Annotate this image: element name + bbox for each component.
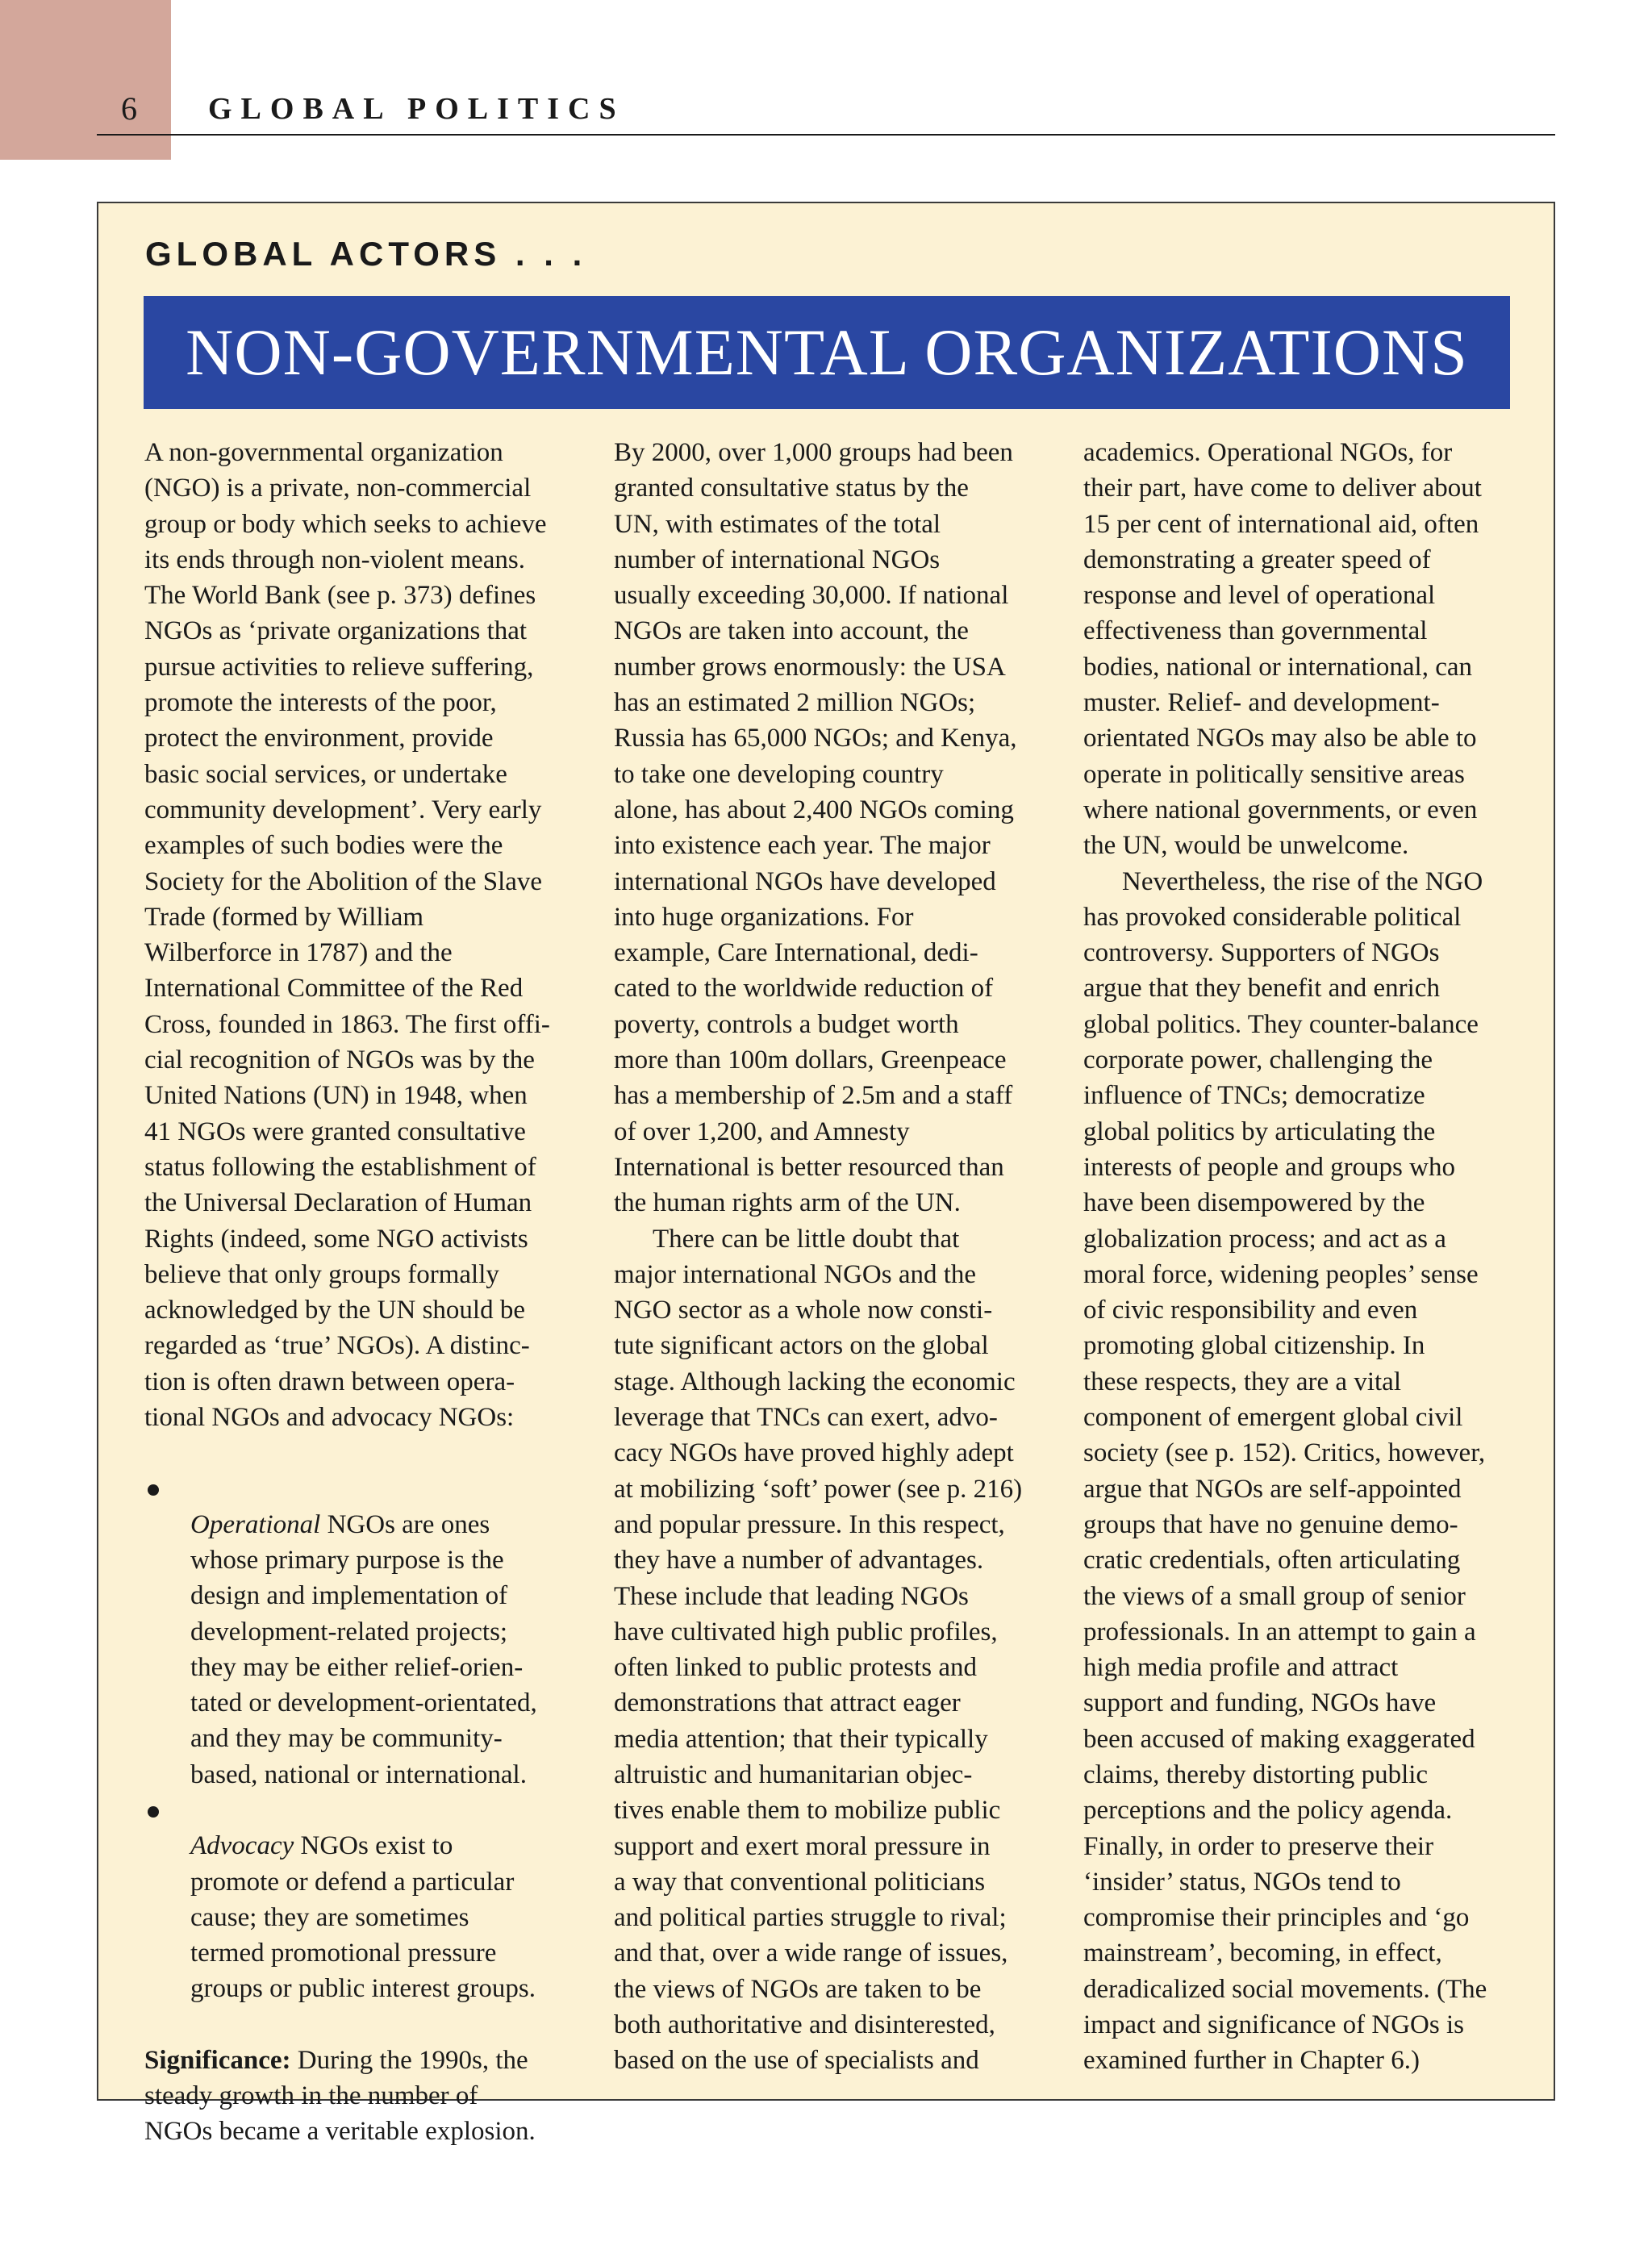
- paragraph: There can be little doubt that major international NGOs and the NGO sector as a whole now consti- tute significant actors on the global stage. Although lacking the economic leverage that TNCs can exert, advo- cacy NGOs have proved highly adept at mobilizing ‘soft’ power (see p. 216) and popular pressure. In this respect, they have a number of advantages. These include that leading NGOs have cultivated high public profiles, often linked to public protests and demonstrations that attract eager media attention; that their typically altruistic and humanitarian objec- tives enable them to mobilize public support and exert moral pressure in a way that conventional politicians and political parties struggle to rival; and that, over a wide range of issues, the views of NGOs are taken to be both authoritative and disinterested, based on the use of specialists and: [614, 1224, 1023, 2076]
- text-column-2: [614, 435, 1045, 2079]
- spacer: [144, 2007, 576, 2043]
- page-number: 6: [121, 90, 137, 127]
- header-rule: [97, 134, 1555, 136]
- global-actors-box: [97, 202, 1555, 2147]
- significance-label: Significance:: [144, 2045, 291, 2075]
- box-title: NON-GOVERNMENTAL ORGANIZATIONS: [186, 315, 1468, 389]
- bullet-term: Advocacy: [190, 1831, 294, 1861]
- bullet-text: NGOs exist to promote or defend a particular cause; they are sometimes termed promotional pressure groups or public interest groups.: [190, 1831, 536, 2004]
- bullet-dot-icon: [148, 1806, 159, 1818]
- paragraph: academics. Operational NGOs, for their part, have come to deliver about 15 per cent of international aid, often demonstrating a greater speed of response and level of operational effectiveness than governmental bodies, national or international, can muster. Relief- and development- orientated NGOs may also be able to operate in politically sensitive areas where national governments, or even the UN, would be unwelcome.: [1083, 438, 1482, 861]
- bullet-text: NGOs are ones whose primary purpose is the design and implementation of development-related projects; they may be either relief-orien- tated or development-orientated, and they may be community- based, national or international.: [190, 1509, 537, 1789]
- title-banner: [144, 296, 1510, 409]
- intro-paragraph: A non-governmental organization (NGO) is a private, non-commercial group or body which seeks to achieve its ends through non-violent means. The World Bank (see p. 373) defines NGOs as ‘private organizations that pursue activities to relieve suffering, promote the interests of the poor, protect the environment, provide basic social services, or undertake community development’. Very early examples of such bodies were the Society for the Abolition of the Slave Trade (formed by William Wilberforce in 1787) and the International Committee of the Red Cross, founded in 1863. The first offi- cial recognition of NGOs was by the United Nations (UN) in 1948, when 41 NGOs were granted consultative status following the establishment of the Universal Declaration of Human Rights (indeed, some NGO activists believe that only groups formally acknowledged by the UN should be regarded as ‘true’ NGOs). A distinc- tion is often drawn between opera- tional NGOs and advocacy NGOs:: [144, 438, 550, 1433]
- paragraph: By 2000, over 1,000 groups had been granted consultative status by the UN, with estimates of the total number of international NGOs usually exceeding 30,000. If national NGOs are taken into account, the number grows enormously: the USA has an estimated 2 million NGOs; Russia has 65,000 NGOs; and Kenya, to take one developing country alone, has about 2,400 NGOs coming into existence each year. The major international NGOs have developed into huge organizations. For example, Care International, dedi- cated to the worldwide reduction of poverty, controls a budget worth more than 100m dollars, Greenpeace has a membership of 2.5m and a staff of over 1,200, and Amnesty International is better resourced than the human rights arm of the UN.: [614, 438, 1017, 1218]
- significance-paragraph: [144, 2043, 576, 2150]
- spacer: [144, 1435, 576, 1471]
- box-kicker: GLOBAL ACTORS . . .: [145, 235, 587, 273]
- bullet-term: Operational: [190, 1509, 321, 1539]
- bullet-advocacy: [144, 1793, 576, 2007]
- page-corner-tab: [0, 0, 171, 160]
- paragraph: Nevertheless, the rise of the NGO has provoked considerable political controversy. Supporters of NGOs argue that they benefit and enrich global politics. They counter-balance corporate power, challenging the influence of TNCs; democratize global politics by articulating the interests of people and groups who have been disempowered by the globalization process; and act as a moral force, widening peoples’ sense of civic responsibility and even promoting global citizenship. In these respects, they are a vital component of emergent global civil society (see p. 152). Critics, however, argue that NGOs are self-appointed groups that have no genuine demo- cratic credentials, often articulating the views of a small group of senior professionals. In an attempt to gain a high media profile and attract support and funding, NGOs have been accused of making exaggerated claims, thereby distorting public perceptions and the policy agenda. Finally, in order to preserve their ‘insider’ status, NGOs tend to compromise their principles and ‘go mainstream’, becoming, in effect, deradicalized social movements. (The impact and significance of NGOs is examined further in Chapter 6.): [1083, 866, 1487, 2076]
- bullet-dot-icon: [148, 1484, 159, 1496]
- text-column-1: [144, 435, 576, 2150]
- running-header-title: GLOBAL POLITICS: [208, 92, 625, 126]
- bullet-operational: [144, 1471, 576, 1793]
- text-column-3: [1083, 435, 1523, 2079]
- significance-text: During the 1990s, the steady growth in the number of NGOs became a veritable explosion.: [144, 2045, 536, 2147]
